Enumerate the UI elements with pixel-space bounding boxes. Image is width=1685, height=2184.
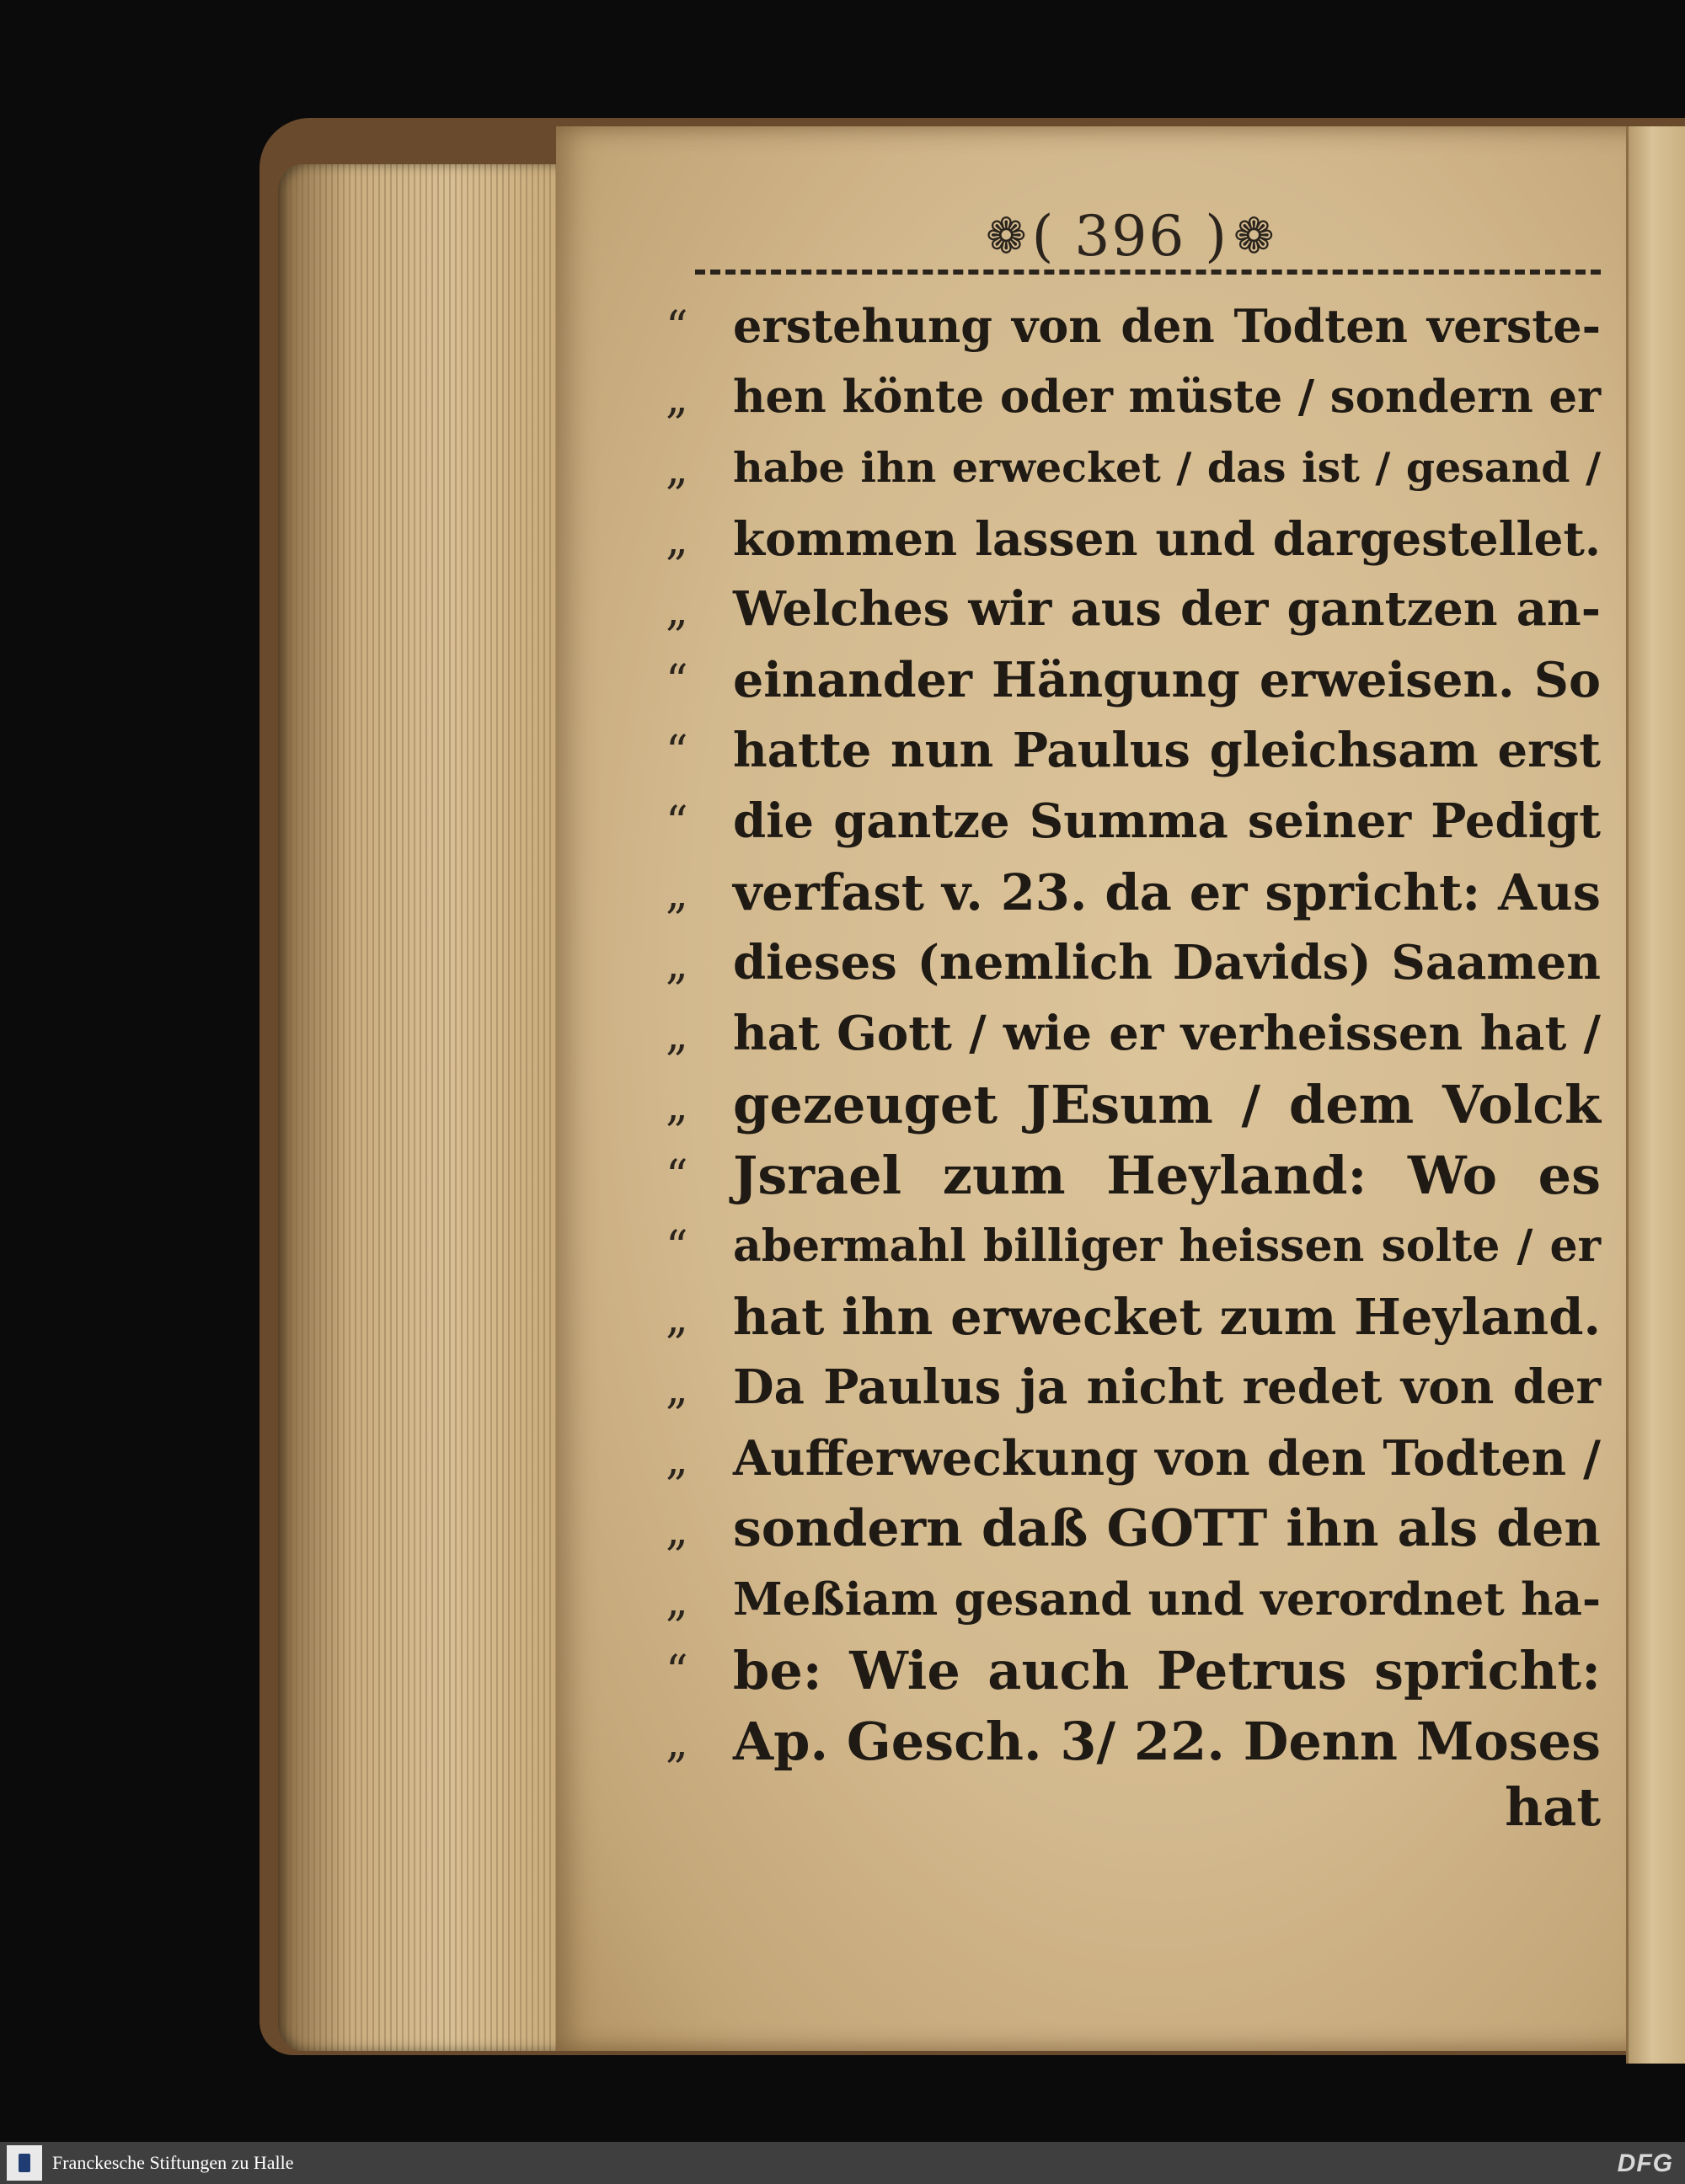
line-text: Da Paulus ja nicht redet von der bbox=[733, 1359, 1601, 1415]
ornament-left-icon: ❁ bbox=[986, 207, 1027, 264]
line-text: erstehung von den Todten verste- bbox=[733, 299, 1601, 353]
text-line bbox=[666, 432, 1601, 503]
quote-mark: „ bbox=[666, 373, 688, 424]
line-text: die gantze Summa seiner Pedigt bbox=[733, 793, 1601, 849]
line-text: Meßiam gesand und verordnet ha- bbox=[733, 1573, 1601, 1626]
line-text: Ap. Gesch. 3/ 22. Denn Moses bbox=[733, 1710, 1601, 1772]
footer-bar bbox=[0, 2142, 1685, 2184]
facing-page-edge bbox=[1626, 126, 1685, 2064]
quote-mark: „ bbox=[666, 939, 688, 990]
line-text: be: Wie auch Petrus spricht: bbox=[733, 1639, 1601, 1701]
ornament-right-icon: ❁ bbox=[1233, 207, 1275, 264]
quote-mark: „ bbox=[666, 1081, 688, 1131]
line-text: Aufferweckung von den Todten / bbox=[733, 1429, 1601, 1487]
line-text: hatte nun Paulus gleichsam erst bbox=[733, 723, 1601, 778]
quote-mark: “ bbox=[666, 1647, 688, 1697]
line-text: einander Hängung erweisen. So bbox=[733, 651, 1601, 708]
line-text: kommen lassen und dargestellet. bbox=[733, 510, 1601, 566]
text-line bbox=[666, 574, 1601, 644]
text-line bbox=[666, 361, 1601, 432]
line-text: habe ihn erwecket / das ist / gesand / bbox=[733, 443, 1601, 492]
quote-mark: „ bbox=[666, 585, 688, 636]
quote-mark: „ bbox=[666, 1293, 688, 1343]
text-line bbox=[666, 857, 1601, 927]
text-line bbox=[666, 715, 1601, 786]
quote-mark: „ bbox=[666, 868, 688, 919]
quote-mark: “ bbox=[666, 302, 688, 353]
text-line bbox=[666, 644, 1601, 715]
text-line bbox=[666, 998, 1601, 1069]
line-text: Welches wir aus der gantzen an- bbox=[733, 581, 1601, 637]
text-line bbox=[666, 927, 1601, 998]
line-text: Jsrael zum Heyland: Wo es bbox=[733, 1144, 1601, 1206]
quote-mark: „ bbox=[666, 515, 688, 565]
quote-mark: “ bbox=[666, 798, 688, 848]
institution-logo-icon[interactable] bbox=[7, 2145, 42, 2181]
quote-mark: „ bbox=[666, 1717, 688, 1768]
text-line bbox=[666, 1706, 1601, 1776]
header-rule bbox=[695, 270, 1601, 275]
quote-mark: “ bbox=[666, 727, 688, 777]
text-line bbox=[666, 1069, 1601, 1140]
line-text: sondern daß GOTT ihn als den bbox=[733, 1499, 1601, 1558]
text-line bbox=[666, 1423, 1601, 1493]
text-line bbox=[666, 503, 1601, 574]
catchword-line bbox=[666, 1776, 1601, 1847]
page-number: ( 396 ) bbox=[1031, 203, 1229, 269]
text-line bbox=[666, 786, 1601, 857]
line-text: hat ihn erwecket zum Heyland. bbox=[733, 1287, 1601, 1346]
text-block bbox=[666, 291, 1601, 1847]
text-line bbox=[666, 1210, 1601, 1281]
logo-mark bbox=[19, 2154, 30, 2172]
line-text: hen könte oder müste / sondern er bbox=[733, 371, 1601, 423]
footer-label: Franckesche Stiftungen zu Halle bbox=[52, 2152, 294, 2173]
quote-mark: „ bbox=[666, 1434, 688, 1485]
text-line bbox=[666, 1635, 1601, 1706]
line-text: verfast v. 23. da er spricht: Aus bbox=[733, 862, 1601, 921]
text-line bbox=[666, 1564, 1601, 1635]
quote-mark: „ bbox=[666, 1505, 688, 1556]
page-edges bbox=[278, 164, 564, 2051]
line-text: dieses (nemlich Davids) Saamen bbox=[733, 935, 1601, 991]
quote-mark: „ bbox=[666, 444, 688, 494]
text-line bbox=[666, 1493, 1601, 1564]
quote-mark: “ bbox=[666, 656, 688, 707]
text-line bbox=[666, 1140, 1601, 1210]
line-text: abermahl billiger heissen solte / er bbox=[733, 1220, 1601, 1272]
catchword: hat bbox=[1505, 1776, 1601, 1838]
text-line bbox=[666, 291, 1601, 361]
quote-mark: „ bbox=[666, 1576, 688, 1626]
text-line bbox=[666, 1281, 1601, 1352]
quote-mark: “ bbox=[666, 1222, 688, 1273]
quote-mark: „ bbox=[666, 1364, 688, 1414]
quote-mark: “ bbox=[666, 1151, 688, 1202]
line-text: gezeuget JEsum / dem Volck bbox=[733, 1073, 1601, 1135]
quote-mark: „ bbox=[666, 1010, 688, 1060]
page-header bbox=[986, 198, 1275, 274]
dfg-logo[interactable]: DFG bbox=[1617, 2149, 1673, 2177]
text-line bbox=[666, 1352, 1601, 1423]
line-text: hat Gott / wie er verheissen hat / bbox=[733, 1006, 1601, 1061]
